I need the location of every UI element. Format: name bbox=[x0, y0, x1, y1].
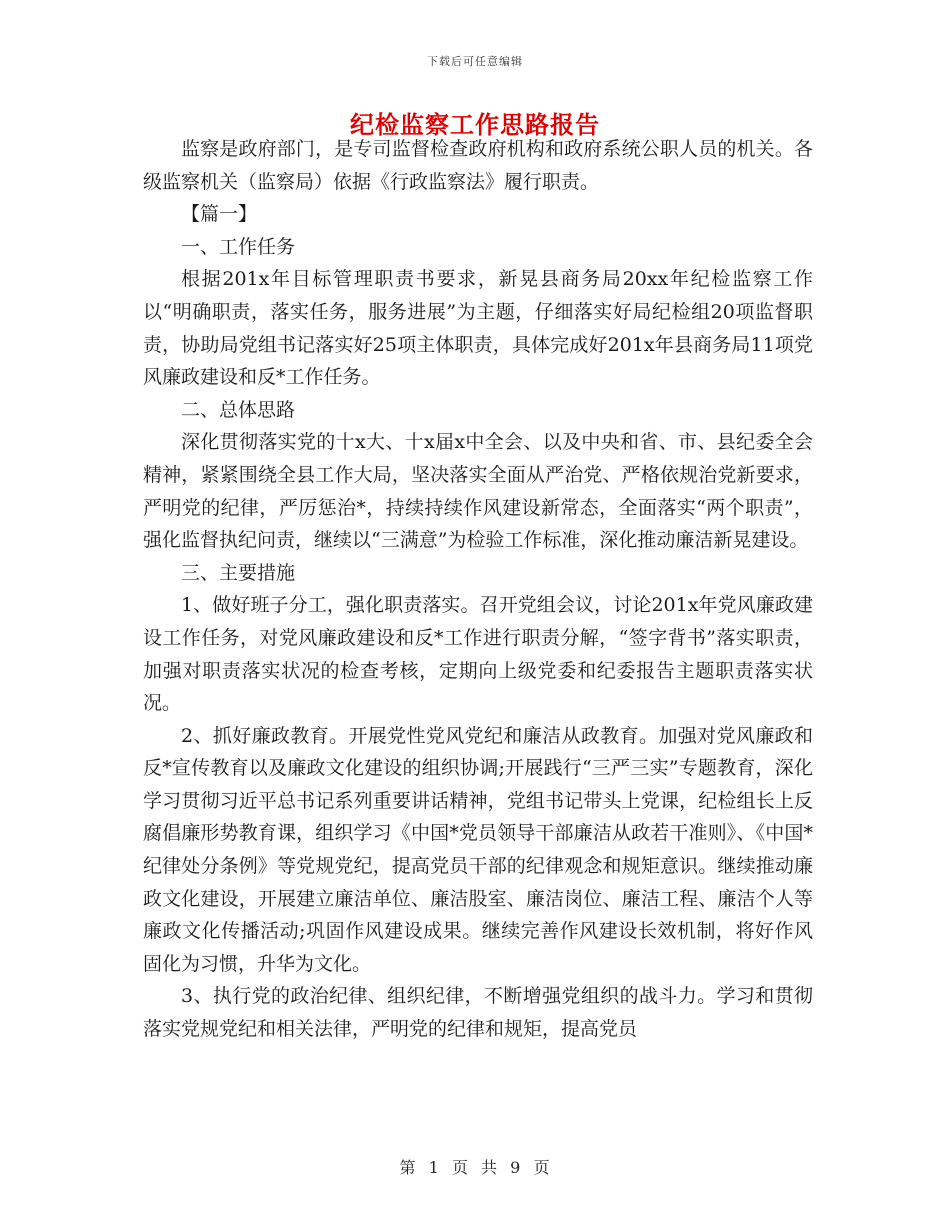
document-body bbox=[143, 133, 813, 1046]
footer-total-prefix: 共 bbox=[481, 1158, 499, 1177]
paragraph-section-marker: 【篇一】 bbox=[181, 203, 258, 226]
paragraph-overall-approach: 深化贯彻落实党的十x大、十x届x中全会、以及中央和省、市、县纪委全会精神，紧紧围绕全县工作大局，坚决落实全面从严治党、严格依规治党新要求，严明党的纪律，严厉惩治*，持续持续作风建设新常态，全面落实“两个职责”，强化监督执纪问责，继续以“三满意”为检验工作标准，深化推动廉洁新晃建设。 bbox=[143, 431, 813, 552]
footer-prefix: 第 bbox=[399, 1158, 417, 1177]
footer-total-pages: 9 bbox=[510, 1158, 522, 1177]
heading-work-tasks: 一、工作任务 bbox=[181, 235, 296, 258]
heading-main-measures: 三、主要措施 bbox=[181, 561, 296, 584]
paragraph-work-tasks: 根据201x年目标管理职责书要求，新晃县商务局20xx年纪检监察工作以“明确职责，落实任务，服务进展”为主题，仔细落实好局纪检组20项监督职责，协助局党组书记落实好25项主体职责，具体完成好201x年县商务局11项党风廉政建设和反*工作任务。 bbox=[143, 268, 813, 389]
paragraph-measure-3: 3、执行党的政治纪律、组织纪律，不断增强党组织的战斗力。学习和贯彻落实党规党纪和相关法律，严明党的纪律和规矩，提高党员 bbox=[143, 985, 813, 1041]
paragraph-intro: 监察是政府部门，是专司监督检查政府机构和政府系统公职人员的机关。各级监察机关（监察局）依据《行政监察法》履行职责。 bbox=[143, 138, 813, 193]
document-title: 纪检监察工作思路报告 bbox=[350, 110, 600, 139]
footer-suffix: 页 bbox=[533, 1158, 551, 1177]
paragraph-measure-2: 2、抓好廉政教育。开展党性党风党纪和廉洁从政教育。加强对党风廉政和反*宣传教育以及廉政文化建设的组织协调;开展践行“三严三实”专题教育，深化学习贯彻习近平总书记系列重要讲话精神，党组书记带头上党课，纪检组长上反腐倡廉形势教育课，组织学习《中国*党员领导干部廉洁从政若干准则》、《中国*纪律处分条例》等党规党纪，提高党员干部的纪律观念和规矩意识。继续推动廉政文化建设，开展建立廉洁单位、廉洁股室、廉洁岗位、廉洁工程、廉洁个人等廉政文化传播活动;巩固作风建设成果。继续完善作风建设长效机制，将好作风固化为习惯，升华为文化。 bbox=[143, 724, 813, 975]
paragraph-measure-1: 1、做好班子分工，强化职责落实。召开党组会议，讨论201x年党风廉政建设工作任务，对党风廉政建设和反*工作进行职责分解，“签字背书”落实职责，加强对职责落实状况的检查考核，定期向上级党委和纪委报告主题职责落实状况。 bbox=[143, 594, 813, 715]
footer-page-word: 页 bbox=[451, 1158, 469, 1177]
heading-overall-approach: 二、总体思路 bbox=[181, 398, 296, 421]
page-footer bbox=[0, 1155, 950, 1178]
header-note: 下载后可任意编辑 bbox=[427, 55, 523, 68]
footer-current-page: 1 bbox=[428, 1158, 440, 1177]
